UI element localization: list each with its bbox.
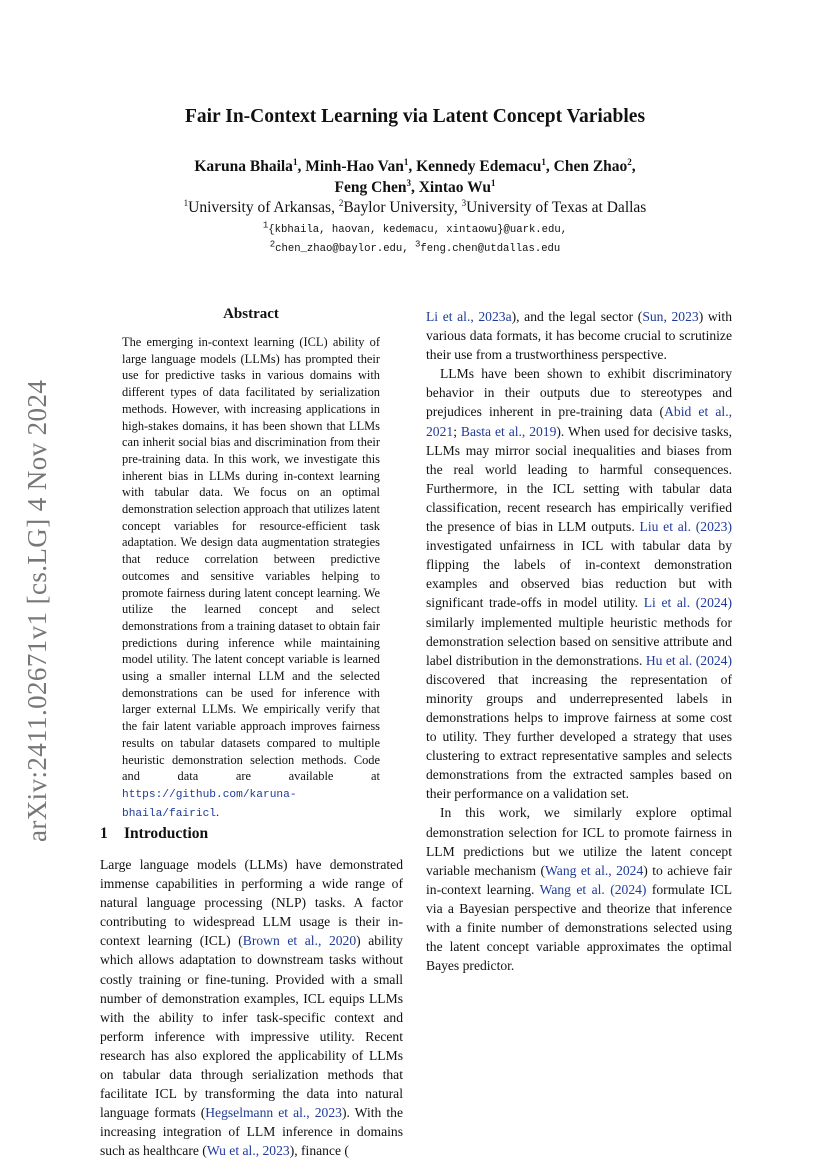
citation-link[interactable]: Wang et al. (2024) xyxy=(539,881,647,897)
text-run: ; xyxy=(453,423,461,439)
code-link[interactable]: https://github.com/karuna-bhaila/fairicl xyxy=(122,788,297,820)
text-run: Large language models (LLMs) have demonstrated immense capabilities in performing a wide range of natural language processing (NLP) tasks. A factor contributing to widespread LLM usage is their in-context learning (ICL) ( xyxy=(100,857,403,949)
author: Feng Chen$^3$, xyxy=(334,177,419,196)
author: Chen Zhao$^2$, xyxy=(553,156,636,175)
citation-link[interactable]: Li et al., 2023a xyxy=(426,309,512,324)
arxiv-stamp: arXiv:2411.02671v1 [cs.LG] 4 Nov 2024 xyxy=(22,379,52,842)
citation-link[interactable]: Wu et al., 2023 xyxy=(206,1143,290,1159)
author-line-2 xyxy=(100,177,730,198)
citation-link[interactable]: Sun, 2023 xyxy=(642,309,699,324)
text-run: ), finance ( xyxy=(289,1143,349,1159)
paragraph xyxy=(426,307,732,364)
body-column-left xyxy=(100,855,403,1161)
affiliation: $^3$University of Texas at Dallas xyxy=(461,197,647,216)
section-number: 1 xyxy=(100,825,108,842)
text-run: LLMs have been shown to exhibit discriminatory behavior in their outputs due to stereotypes and prejudices inherent in pre-training data ( xyxy=(426,366,732,420)
author-emails xyxy=(100,221,730,259)
citation-link[interactable]: Hu et al. (2024) xyxy=(645,652,732,668)
citation-link[interactable]: Hegselmann et al., 2023 xyxy=(205,1105,342,1121)
affiliations xyxy=(100,199,730,217)
text-run: ) ability which allows adaptation to downstream tasks without costly training or fine-tuning. Provided with a small number of demonstration examples, ICL equips LLMs with the ability to infer task-specific context and perform inference with impressive utility. Recent research has also explored the applicability of LLMs on tabular data through serialization methods that facilitate ICL by transforming the data into natural language formats ( xyxy=(100,933,403,1121)
abstract-body: The emerging in-context learning (ICL) ability of large language models (LLMs) has prompted their use for predictive tasks in various domains with different types of data facilitated by serialization methods. However, with increasing applications in high-stakes domains, it has been shown that LLMs can inherit social bias and discrimination from their pre-training data. In this work, we investigate this inherent bias in LLMs during in-context learning with tabular data. We focus on an optimal demonstration selection approach that utilizes latent concept variables for resource-efficient task adaptation. We design data augmentation strategies that reduce correlation between predictive outcomes and sensitive variables helping to promote fairness during latent concept learning. We utilize the learned concept and select demonstrations from a training dataset to obtain fair predictions during inference while maintaining model utility. The latent concept variable is learned using a smaller internal LLM and the selected demonstrations can be used for inference with larger external LLMs. We empirically verify that the fair latent variable approach improves fairness results on tabular datasets compared to multiple heuristic demonstration selection methods. Code and data are available at https://github.com/karuna-bhaila/fairicl. xyxy=(122,335,380,820)
text-run: discovered that increasing the representation of minority groups and underrepresented labels in demonstrations helps to improve fairness at some cost to utility. They further developed a strategy that uses clustering to extract representative samples and selects demonstrations from the extracted samples based on their performance on a validation set. xyxy=(426,671,732,802)
paragraph xyxy=(426,803,732,975)
text-run: investigated unfairness in ICL with tabular data by flipping the labels of in-context demonstration examples and observed bias reduction but with significant trade-offs in model utility. xyxy=(426,538,732,611)
email-line-1: $^1${kbhaila, haovan, kedemacu, xintaowu}@uark.edu, xyxy=(262,220,568,236)
abstract-heading: Abstract xyxy=(223,306,279,322)
paper-title: Fair In-Context Learning via Latent Concept Variables xyxy=(184,106,646,127)
text-run: In this work, we similarly explore optimal demonstration selection for ICL to promote fairness in LLM predictions but we utilize the latent concept variable mechanism ( xyxy=(426,805,732,878)
text-run: ), and the legal sector ( xyxy=(511,309,643,324)
citation-link[interactable]: Basta et al., 2019 xyxy=(460,423,557,439)
email-line-2: $^2$chen_zhao@baylor.edu, $^3$feng.chen@utdallas.edu xyxy=(269,239,561,255)
paragraph xyxy=(100,855,403,1161)
author-list xyxy=(100,156,730,198)
citation-link[interactable]: Liu et al. (2023) xyxy=(639,519,732,535)
section-heading-introduction xyxy=(100,825,208,843)
author: Xintao Wu$^1$ xyxy=(418,177,496,196)
text-run: similarly implemented multiple heuristic methods for demonstration selection based on sensitive attribute and label distribution in the demonstrations. xyxy=(426,614,732,668)
body-column-right xyxy=(426,307,732,975)
citation-link[interactable]: Wang et al., 2024 xyxy=(545,862,644,878)
section-title: Introduction xyxy=(124,825,209,842)
text-run: formulate ICL via a Bayesian perspective and theorize that inference with a finite number of demonstrations selected using the latent concept variable approximates the optimal Bayes predictor. xyxy=(426,881,732,974)
affiliation: $^2$Baylor University, xyxy=(338,197,462,216)
citation-link[interactable]: Li et al. (2024) xyxy=(643,595,732,611)
citation-link[interactable]: Brown et al., 2020 xyxy=(242,933,357,949)
citation-link[interactable]: Abid et al., 2021 xyxy=(426,404,732,439)
author: Karuna Bhaila$^1$, xyxy=(194,156,306,175)
text-run: ). With the increasing integration of LLM inference in domains such as healthcare ( xyxy=(100,1105,403,1159)
paragraph xyxy=(426,364,732,803)
author: Kennedy Edemacu$^1$, xyxy=(416,156,554,175)
text-run: ) with various data formats, it has become crucial to scrutinize their use from a trustworthiness perspective. xyxy=(426,309,733,363)
author: Minh-Hao Van$^1$, xyxy=(305,156,417,175)
affiliation: $^1$University of Arkansas, xyxy=(183,197,339,216)
text-run: ). When used for decisive tasks, LLMs may mirror social inequalities and biases from the real world leading to harmful consequences. Furthermore, in the ICL setting with tabular data classification, recent research has empirically verified the presence of bias in LLM outputs. xyxy=(426,423,732,535)
author-line-1 xyxy=(100,156,730,177)
text-run: ) to achieve fair in-context learning. xyxy=(426,862,732,897)
